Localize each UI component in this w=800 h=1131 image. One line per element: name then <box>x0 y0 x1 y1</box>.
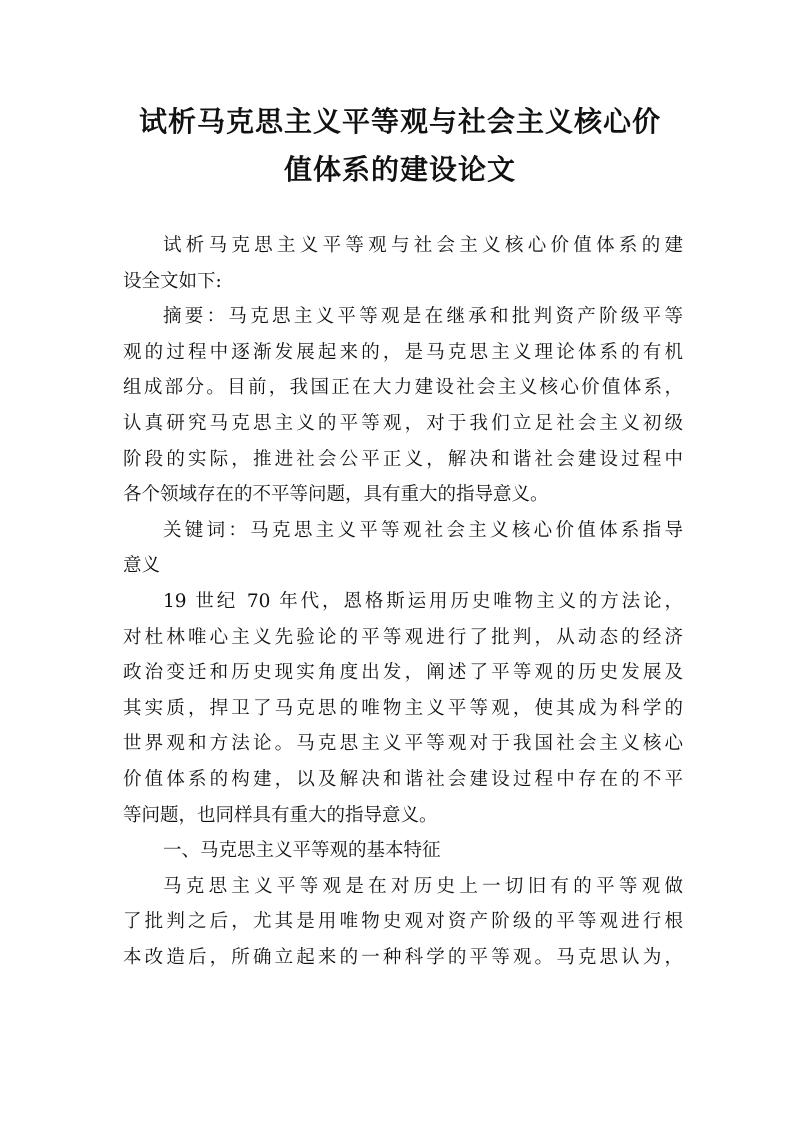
body-line: 本改造后，所确立起来的一种科学的平等观。马克思认为， <box>123 946 683 968</box>
body-line: 政治变迁和历史现实角度出发，阐述了平等观的历史发展及 <box>123 662 683 684</box>
body-line: 意义 <box>123 555 161 577</box>
body-line: 对杜林唯心主义先验论的平等观进行了批判，从动态的经济 <box>123 626 683 648</box>
body-line: 价值体系的构建，以及解决和谐社会建设过程中存在的不平 <box>123 768 683 790</box>
body-line: 世界观和方法论。马克思主义平等观对于我国社会主义核心 <box>123 733 683 755</box>
body-line: 了批判之后，尤其是用唯物史观对资产阶级的平等观进行根 <box>123 911 683 933</box>
body-line: 其实质，捍卫了马克思的唯物主义平等观，使其成为科学的 <box>123 697 683 719</box>
body-line: 设全文如下: <box>123 270 222 292</box>
body-line: 阶段的实际，推进社会公平正义，解决和谐社会建设过程中 <box>123 448 683 470</box>
body-line: 各个领域存在的不平等问题，具有重大的指导意义。 <box>123 484 549 506</box>
body-line: 观的过程中逐渐发展起来的，是马克思主义理论体系的有机 <box>123 341 683 363</box>
body-line: 摘要：马克思主义平等观是在继承和批判资产阶级平等 <box>163 306 683 328</box>
section-heading: 一、马克思主义平等观的基本特征 <box>163 840 441 862</box>
body-line: 马克思主义平等观是在对历史上一切旧有的平等观做 <box>163 875 683 897</box>
document-body <box>123 228 683 975</box>
body-line: 认真研究马克思主义的平等观，对于我们立足社会主义初级 <box>123 412 683 434</box>
body-line: 关键词：马克思主义平等观社会主义核心价值体系指导 <box>163 519 683 541</box>
body-line: 等问题，也同样具有重大的指导意义。 <box>123 804 438 826</box>
title-line: 值体系的建设论文 <box>283 153 516 186</box>
body-line: 组成部分。目前，我国正在大力建设社会主义核心价值体系， <box>123 377 683 399</box>
title-line: 试析马克思主义平等观与社会主义核心价 <box>138 105 661 138</box>
body-line: 19 世纪 70 年代，恩格斯运用历史唯物主义的方法论， <box>163 590 683 612</box>
document-title <box>120 98 680 194</box>
body-line: 试析马克思主义平等观与社会主义核心价值体系的建 <box>163 235 683 256</box>
